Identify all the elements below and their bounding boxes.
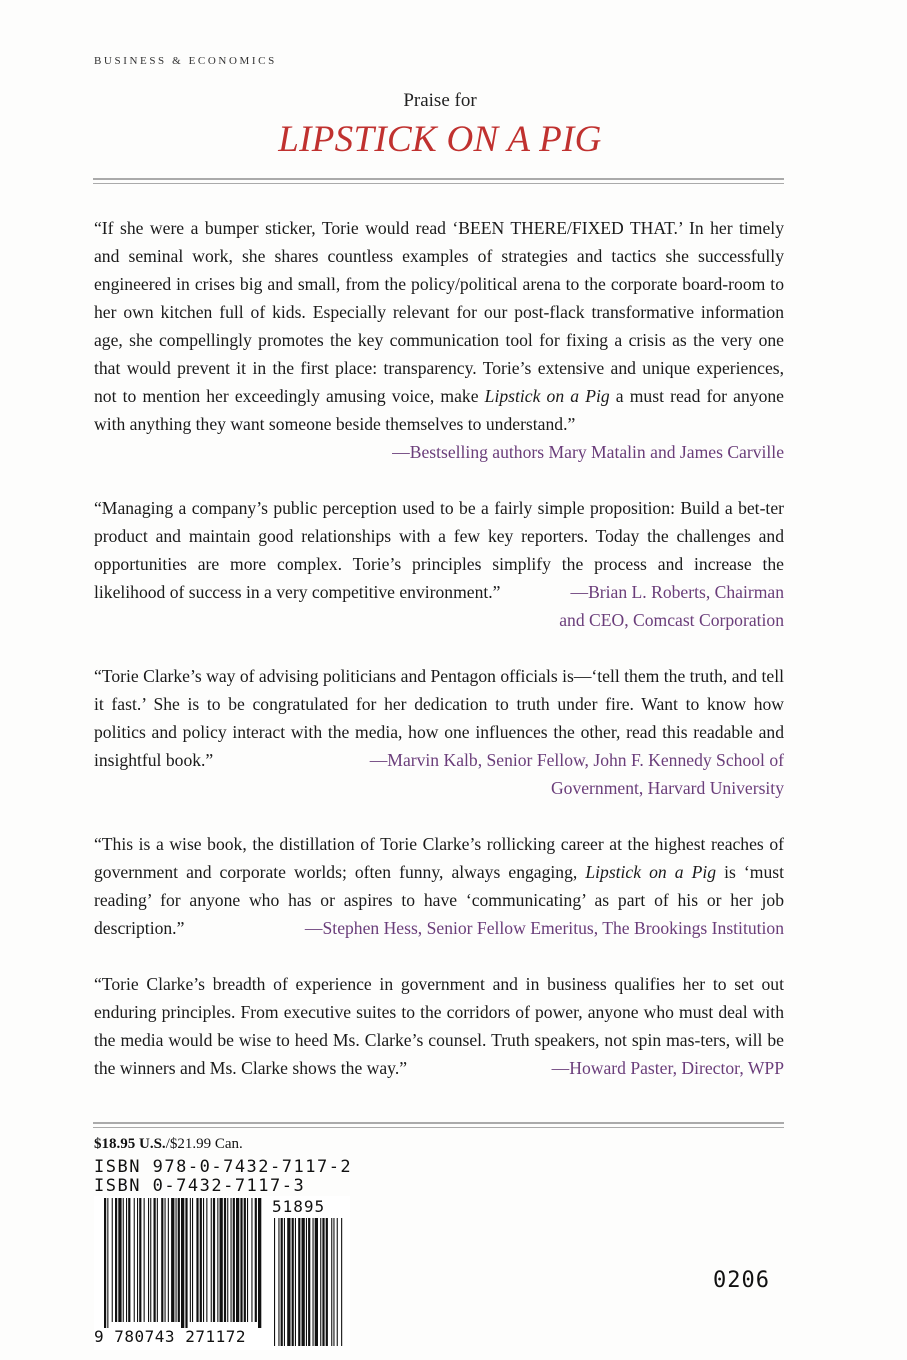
barcode-bar [231,1198,232,1322]
barcode-bar [244,1198,246,1322]
barcode-bar [115,1198,117,1322]
barcode-bar [168,1198,169,1322]
price-label [94,1136,243,1153]
barcode-bar [123,1198,124,1322]
barcode-bar [213,1198,215,1322]
bottom-divider [93,1122,784,1128]
barcode-addon-bar [331,1218,332,1346]
barcode-bar [165,1198,166,1322]
barcode-bar [181,1198,184,1328]
barcode-bar [157,1198,158,1322]
barcode-addon-bar [284,1218,285,1346]
isbn-13: ISBN 978-0-7432-7117-2 [94,1157,353,1177]
quote-attribution: —Brian L. Roberts, Chairman [570,582,784,602]
quote-2 [94,494,784,634]
barcode-addon-bar [326,1218,328,1346]
barcode-addon-bar [313,1218,314,1346]
barcode-addon-bar [315,1218,318,1346]
barcode-bar [139,1198,141,1322]
quote-italic-title: Lipstick on a Pig [484,386,610,406]
quote-5 [94,970,784,1082]
barcode-bar [176,1198,177,1322]
barcode-bar [192,1198,193,1322]
isbn-10: ISBN 0-7432-7117-3 [94,1176,306,1196]
barcode-addon-bar [298,1218,300,1346]
top-divider [93,178,784,184]
barcode-bar [211,1198,212,1322]
barcode-addon-bar [341,1218,342,1346]
barcode-bar [206,1198,207,1322]
quote-attribution-cont: and CEO, Comcast Corporation [559,610,784,630]
barcode-bar [227,1198,228,1322]
barcode-bar [144,1198,145,1322]
barcode-bar [200,1198,202,1322]
barcode-addon-bar [308,1218,310,1346]
barcode-addon-bar [337,1218,338,1346]
barcode-bar [217,1198,218,1322]
quote-text: “This is a wise book, the distillation of Torie Clarke’s rollicking career at the highest reaches of government and corporate worlds; often funny, always engaging, [94,834,784,882]
barcode-bar [203,1198,204,1322]
quote-text: “If she were a bumper sticker, Torie would read ‘BEEN THERE/FIXED THAT.’ In her timely and seminal work, she shares countless examples of strategies and tactics she successfully engineered in crises big and small, from the policy/political arena to the corporate board-room to her own kitchen full of kids. Especially relevant for our post-flack transformative information age, she compellingly promotes the key communication tool for fixing a crisis as the very one that would prevent it in the first place: transparency. Torie’s extensive and unique experiences, not to mention her exceedingly amusing voice, make [94,218,784,406]
barcode-bar [236,1198,239,1322]
quote-italic-title: Lipstick on a Pig [585,862,717,882]
barcode-bar [190,1198,191,1322]
barcode-bar [185,1198,187,1328]
barcode-digits: 9 780743 271172 [94,1327,246,1346]
barcode-addon-bar [320,1218,321,1346]
quote-attribution: —Marvin Kalb, Senior Fellow, John F. Kennedy School of [369,750,784,770]
barcode-addon-bar [281,1218,283,1346]
quote-4 [94,830,784,942]
barcode-bar [161,1198,163,1322]
barcode-bar [233,1198,235,1322]
quote-text: “Managing a company’s public perception used to be a fairly simple proposition: Build a bet-ter product and maintain good relationships with a few key reporters. Today the challenges and opportunities are more complex. Torie’s principles simplify the process and increase the likelihood of success in a very competitive environment.” [94,498,784,602]
barcode-addon-bar [274,1218,275,1346]
barcode-bar [112,1198,113,1322]
praise-for-label: Praise for [403,90,477,111]
quote-attribution-cont: Government, Harvard University [550,778,784,798]
barcode-addon-bar [322,1218,324,1346]
barcode-bar [154,1198,156,1322]
category-label: BUSINESS & ECONOMICS [94,55,277,67]
quote-text-end: a must read for anyone with anything they want someone beside themselves to understand.” [94,386,784,434]
barcode-bar [118,1198,121,1322]
quote-3 [94,662,784,802]
barcode-bar [137,1198,138,1322]
barcode-bar [150,1198,151,1322]
barcode-bar [251,1198,252,1322]
barcode-addon-bar [333,1218,334,1346]
price-us: $18.95 U.S. [94,1136,166,1152]
barcode-bar [134,1198,135,1322]
stock-code: 0206 [713,1268,770,1293]
barcode-addon-digits: 51895 [272,1197,326,1216]
quote-attribution: —Howard Paster, Director, WPP [551,1058,784,1078]
barcode-addon-bar [306,1218,307,1346]
quote-text: “Torie Clarke’s way of advising politicians and Pentagon officials is—‘tell them the truth, and tell it fast.’ She is to be congratulated for her dedication to truth under fire. Want to know how politics and policy interact with the media, how one influences the other, read this readable and insightful book.” [94,666,784,770]
barcode-bar [126,1198,127,1322]
quote-attribution: —Bestselling authors Mary Matalin and James Carville [392,442,784,462]
barcode-bar [258,1198,261,1328]
barcode-addon-bar [295,1218,296,1346]
quote-text-end: is ‘must reading’ for anyone who has or aspires to have ‘communicating’ as part of his or her job description.” [94,862,785,938]
barcode-bar [128,1198,130,1322]
barcode-bar [104,1198,106,1328]
book-title: LIPSTICK ON A PIG [278,119,602,160]
barcode-bar [107,1198,108,1328]
barcode-bar [148,1198,149,1322]
barcode-addon-bar [302,1218,305,1346]
barcode-addon-bar [292,1218,294,1346]
barcode-bar [171,1198,174,1322]
quote-attribution: —Stephen Hess, Senior Fellow Emeritus, The Brookings Institution [304,918,784,938]
barcode-bar [255,1198,257,1322]
barcode-bar [178,1198,180,1322]
barcode-bar [247,1198,248,1322]
barcode-bar [220,1198,223,1322]
barcode-bar [224,1198,226,1322]
quote-1 [94,214,784,466]
quote-text: “Torie Clarke’s breadth of experience in government and in business qualifies her to set out enduring principles. From executive suites to the corridors of power, anyone who must deal with the media would be wise to heed Ms. Clarke’s counsel. Truth speakers, not spin mas-ters, will be the winners and Ms. Clarke shows the way.” [94,974,784,1078]
barcode-addon-bar [278,1218,279,1346]
barcode-addon-bar [287,1218,290,1346]
barcode-bar [196,1198,198,1322]
price-can: /$21.99 Can. [165,1136,243,1152]
barcode-bar [240,1198,242,1322]
